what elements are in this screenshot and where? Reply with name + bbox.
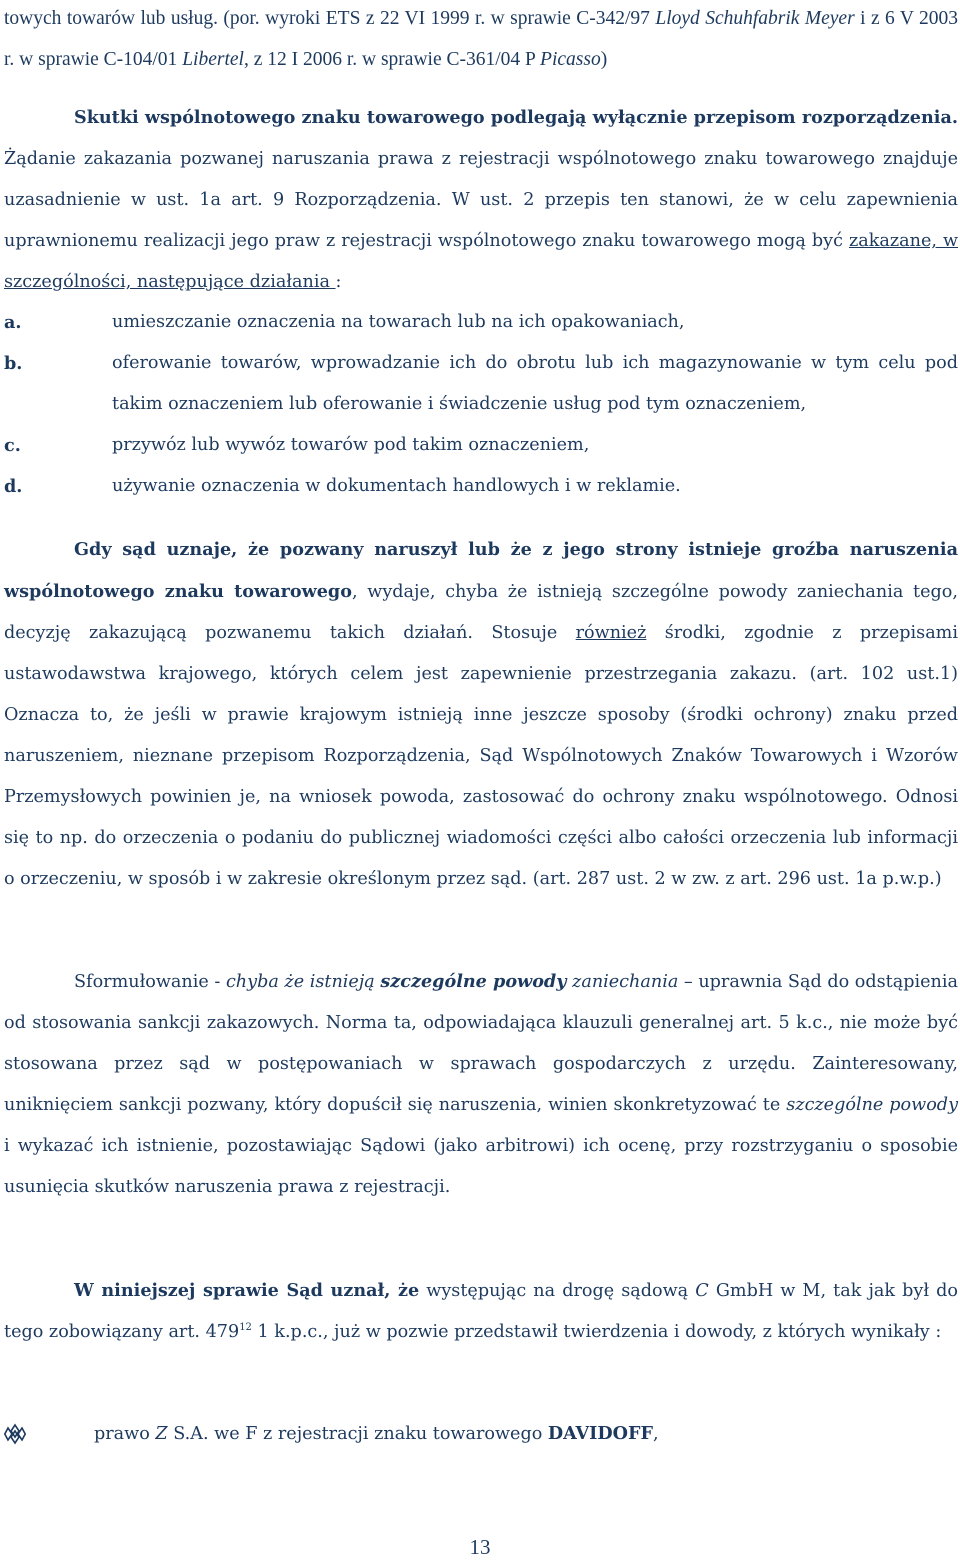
list-text: oferowanie towarów, wprowadzanie ich do obrotu lub ich magazynowanie w tym celu pod takim oznaczeniem lub oferowanie i świadczenie usług pod tym oznaczeniem, — [112, 353, 958, 414]
paragraph-infringement — [4, 529, 958, 900]
paragraph-text: 1 k.p.c., już w pozwie przedstawił twierdzenia i dowody, z których wynikały : — [251, 1322, 942, 1342]
citation-text: towych towarów lub usług. (por. wyroki ETS z 22 VI 1999 r. w sprawie C-342/97 — [4, 8, 656, 29]
bullet-text — [94, 1413, 659, 1455]
paragraph-text: – uprawnia Sąd do odstąpienia od stosowania sankcji zakazowych. Norma ta, odpowiadająca klauzuli generalnej art. 5 k.c., nie może być stosowana przez sąd w postępowaniach w sprawach gospodarczych z urzędu. Zainteresowany, uniknięciem sankcji pozwany, który dopuścił się naruszenia, winien skonkretyzować te — [4, 972, 958, 1115]
case-name-lloyd: Lloyd Schuhfabrik Meyer — [655, 8, 855, 29]
paragraph-formulation — [4, 961, 958, 1208]
underlined-text: również — [575, 623, 647, 643]
paragraph-court-decision — [4, 1270, 958, 1353]
paragraph-text: występując na drogę sądową — [419, 1281, 696, 1301]
paragraph-text: , wydaje, chyba że istnieją szczególne powody zaniechania tego, decyzję zakazującą pozwanemu takich działań. Stosuje — [4, 582, 958, 643]
italic-text: szczególne powody — [786, 1095, 959, 1115]
list-text: umieszczanie oznaczenia na towarach lub na ich opakowaniach, — [112, 312, 685, 332]
paragraph-text: środki, zgodnie z przepisami ustawodawstwa krajowego, których celem jest zapewnienie przestrzegania zakazu. (art. 102 ust.1) Oznacza to, że jeśli w prawie krajowym istnieją inne jeszcze sposoby (środki ochrony) znaku przed naruszeniem, nieznane przepisom Rozporządzenia, Sąd Wspólnotowych Znaków Towarowych i Wzorów Przemysłowych powinien je, na wniosek powoda, zastosować do ochrony znaku wspólnotowego. Odnosi się to np. do orzeczenia o podaniu do publicznej wiadomości części albo całości orzeczenia lub informacji o orzeczeniu, w sposób i w zakresie określonym przez sąd. (art. 287 ust. 2 w zw. z art. 296 ust. 1a p.w.p.) — [4, 623, 958, 889]
citation-text: i z 6 V 2003 r. w sprawie C-104/01 — [4, 8, 959, 70]
bullet-text-part: , — [652, 1424, 659, 1444]
paragraph-text: GmbH w M, tak jak był do tego zobowiązany art. 479 — [4, 1281, 959, 1342]
list-label: b. — [4, 353, 23, 374]
italic-text: chyba że istnieją — [225, 972, 381, 992]
paragraph-text: Sformułowanie - — [74, 972, 226, 992]
list-text: przywóz lub wywóz towarów pod takim oznaczeniem, — [112, 435, 590, 455]
bold-italic-text: szczególne powody — [380, 971, 567, 992]
paragraph-citations — [4, 0, 958, 80]
citation-text: , z 12 I 2006 r. w sprawie C-361/04 P — [243, 49, 541, 70]
list-label: c. — [4, 435, 21, 456]
case-name-libertel: Libertel — [182, 49, 244, 70]
paragraph-heading-bold: Skutki wspólnotowego znaku towarowego podlegają wyłącznie przepisom rozporządzenia. — [74, 107, 958, 128]
list-item — [4, 425, 958, 466]
diamond-bullet-icon — [4, 1413, 26, 1454]
italic-text: C — [695, 1281, 709, 1301]
paragraph-text: : — [335, 272, 342, 292]
trademark-name: DAVIDOFF — [547, 1423, 653, 1444]
list-label: a. — [4, 312, 22, 333]
page-number: 13 — [469, 1535, 491, 1559]
list-item — [4, 343, 958, 425]
italic-text: Z — [155, 1424, 168, 1444]
case-name-picasso: Picasso — [540, 49, 601, 70]
bullet-text-part: prawo — [94, 1424, 156, 1444]
paragraph-heading-bold: Gdy sąd uznaje, że pozwany naruszył lub że z jego strony istnieje groźba naruszenia wspólnotowego znaku towarowego — [4, 539, 958, 602]
prohibited-actions-list — [4, 302, 958, 507]
paragraph-text: Żądanie zakazania pozwanej naruszania prawa z rejestracji wspólnotowego znaku towarowego znajduje uzasadnienie w ust. 1a art. 9 Rozporządzenia. W ust. 2 przepis ten stanowi, że w celu zapewnienia uprawnionemu realizacji jego praw z rejestracji wspólnotowego znaku towarowego mogą być — [4, 149, 958, 251]
list-text: używanie oznaczenia w dokumentach handlowych i w reklamie. — [112, 476, 681, 496]
list-item — [4, 302, 958, 343]
superscript: 12 — [239, 1322, 252, 1334]
citation-text: ) — [600, 49, 608, 70]
paragraph-effects — [4, 97, 958, 303]
italic-text: zaniechania — [566, 972, 679, 992]
list-label: d. — [4, 476, 23, 497]
underlined-text: zakazane, w szczególności, następujące działania — [4, 231, 958, 292]
bullet-text-part: S.A. we F z rejestracji znaku towarowego — [167, 1424, 548, 1444]
paragraph-heading-bold: W niniejszej sprawie Sąd uznał, że — [74, 1280, 420, 1301]
list-item — [4, 466, 958, 507]
paragraph-text: i wykazać ich istnienie, pozostawiając Sądowi (jako arbitrowi) ich ocenę, przy rozstrzyganiu o sposobie usunięcia skutków naruszenia prawa z rejestracji. — [4, 1136, 958, 1197]
